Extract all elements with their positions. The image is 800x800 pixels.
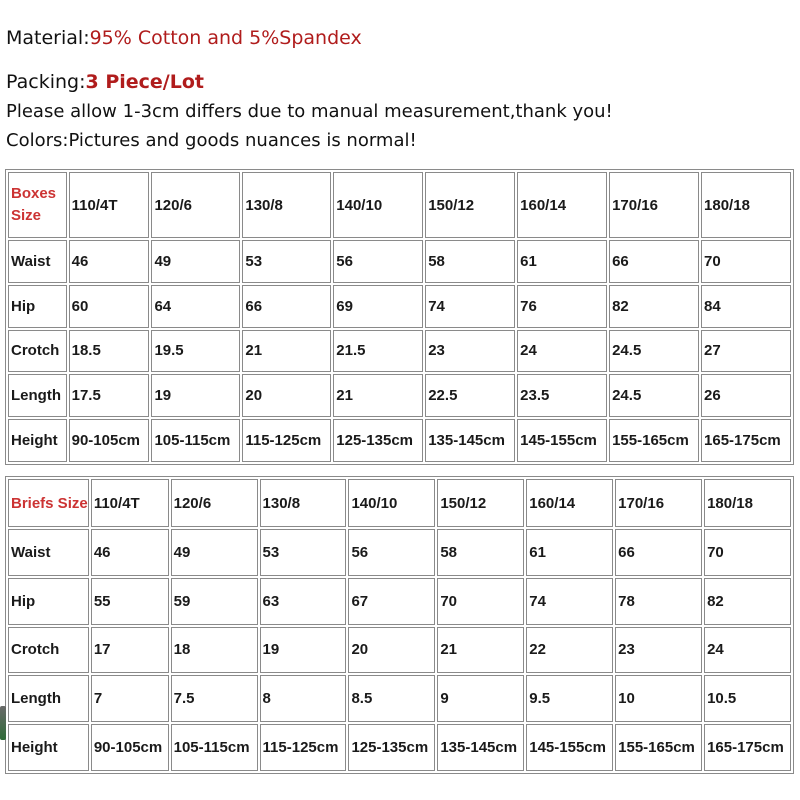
size-header: 140/10 [333,172,423,238]
table-cell: 21 [242,330,331,373]
table-cell: 20 [242,374,331,417]
size-header: 130/8 [242,172,331,238]
boxes-size-table [5,169,794,465]
table-cell: 66 [615,529,702,576]
size-header: 110/4T [91,479,169,527]
table-cell: 115-125cm [260,724,347,771]
table-row [8,285,791,328]
table-cell: 125-135cm [333,419,423,462]
table-cell: 64 [151,285,240,328]
table-cell: 63 [260,578,347,625]
table-cell: 70 [701,240,791,283]
row-label: Hip [8,285,67,328]
size-header: 160/14 [526,479,613,527]
size-header: 140/10 [348,479,435,527]
table-cell: 58 [437,529,524,576]
table-cell: 18.5 [69,330,150,373]
table-cell: 90-105cm [91,724,169,771]
table-cell: 82 [704,578,791,625]
table-cell: 27 [701,330,791,373]
table-header-row [8,479,791,527]
table-cell: 74 [425,285,515,328]
table-cell: 56 [333,240,423,283]
table-header-row [8,172,791,238]
table-cell: 24 [517,330,607,373]
table-row [8,724,791,771]
table-cell: 49 [171,529,258,576]
table-row [8,675,791,722]
row-label: Length [8,374,67,417]
material-value: 95% Cotton and 5%Spandex [89,27,362,49]
table-row [8,627,791,674]
table-cell: 115-125cm [242,419,331,462]
table-row [8,374,791,417]
table-cell: 145-155cm [517,419,607,462]
size-header: 150/12 [437,479,524,527]
size-header: 150/12 [425,172,515,238]
packing-value: 3 Piece/Lot [85,71,204,93]
size-header: 180/18 [701,172,791,238]
table-row [8,240,791,283]
table-cell: 7.5 [171,675,258,722]
table-cell: 55 [91,578,169,625]
size-header: 170/16 [615,479,702,527]
table-cell: 10 [615,675,702,722]
briefs-size-corner: Briefs Size [8,479,89,527]
table-cell: 21 [333,374,423,417]
table-cell: 78 [615,578,702,625]
table-cell: 8 [260,675,347,722]
packing-line [6,71,204,93]
material-label: Material: [6,27,90,49]
table-cell: 9.5 [526,675,613,722]
table-cell: 105-115cm [151,419,240,462]
table-cell: 19.5 [151,330,240,373]
table-cell: 23 [615,627,702,674]
table-cell: 70 [437,578,524,625]
table-cell: 66 [242,285,331,328]
size-header: 130/8 [260,479,347,527]
material-line [6,27,362,49]
table-cell: 135-145cm [437,724,524,771]
boxes-size-corner [8,172,67,238]
table-cell: 67 [348,578,435,625]
size-header: 110/4T [69,172,150,238]
table-cell: 56 [348,529,435,576]
table-row [8,330,791,373]
size-header: 120/6 [151,172,240,238]
table-cell: 70 [704,529,791,576]
table-cell: 46 [69,240,150,283]
table-cell: 49 [151,240,240,283]
table-cell: 17.5 [69,374,150,417]
table-cell: 24.5 [609,330,699,373]
table-cell: 10.5 [704,675,791,722]
measurement-note: Please allow 1-3cm differs due to manual measurement,thank you! [6,101,613,122]
packing-label: Packing: [6,71,86,93]
colors-note: Colors:Pictures and goods nuances is normal! [6,130,417,151]
table-cell: 23.5 [517,374,607,417]
table-cell: 22.5 [425,374,515,417]
row-label: Crotch [8,330,67,373]
table-row [8,419,791,462]
table-cell: 21 [437,627,524,674]
table-cell: 24 [704,627,791,674]
size-header: 160/14 [517,172,607,238]
table-cell: 58 [425,240,515,283]
row-label: Hip [8,578,89,625]
table-cell: 61 [517,240,607,283]
table-cell: 69 [333,285,423,328]
row-label: Waist [8,529,89,576]
table-cell: 59 [171,578,258,625]
table-cell: 165-175cm [701,419,791,462]
table-row [8,529,791,576]
table-cell: 22 [526,627,613,674]
table-cell: 145-155cm [526,724,613,771]
table-cell: 74 [526,578,613,625]
table-cell: 165-175cm [704,724,791,771]
table-cell: 7 [91,675,169,722]
corner-line-2: Size [11,207,42,224]
table-cell: 76 [517,285,607,328]
size-header: 180/18 [704,479,791,527]
table-cell: 61 [526,529,613,576]
table-cell: 53 [242,240,331,283]
table-cell: 8.5 [348,675,435,722]
table-cell: 84 [701,285,791,328]
table-cell: 90-105cm [69,419,150,462]
table-cell: 155-165cm [609,419,699,462]
table-cell: 20 [348,627,435,674]
table-cell: 17 [91,627,169,674]
row-label: Waist [8,240,67,283]
table-cell: 125-135cm [348,724,435,771]
table-cell: 21.5 [333,330,423,373]
table-cell: 66 [609,240,699,283]
edge-artifact [0,706,6,740]
row-label: Crotch [8,627,89,674]
row-label: Height [8,419,67,462]
table-cell: 9 [437,675,524,722]
size-header: 170/16 [609,172,699,238]
table-cell: 19 [260,627,347,674]
table-cell: 155-165cm [615,724,702,771]
table-cell: 23 [425,330,515,373]
corner-line-1: Boxes [11,185,57,202]
table-cell: 60 [69,285,150,328]
row-label: Height [8,724,89,771]
table-cell: 46 [91,529,169,576]
table-cell: 105-115cm [171,724,258,771]
table-cell: 19 [151,374,240,417]
size-header: 120/6 [171,479,258,527]
table-cell: 82 [609,285,699,328]
table-row [8,578,791,625]
table-cell: 53 [260,529,347,576]
briefs-size-table [5,476,794,774]
table-cell: 24.5 [609,374,699,417]
table-cell: 26 [701,374,791,417]
table-cell: 18 [171,627,258,674]
table-cell: 135-145cm [425,419,515,462]
row-label: Length [8,675,89,722]
